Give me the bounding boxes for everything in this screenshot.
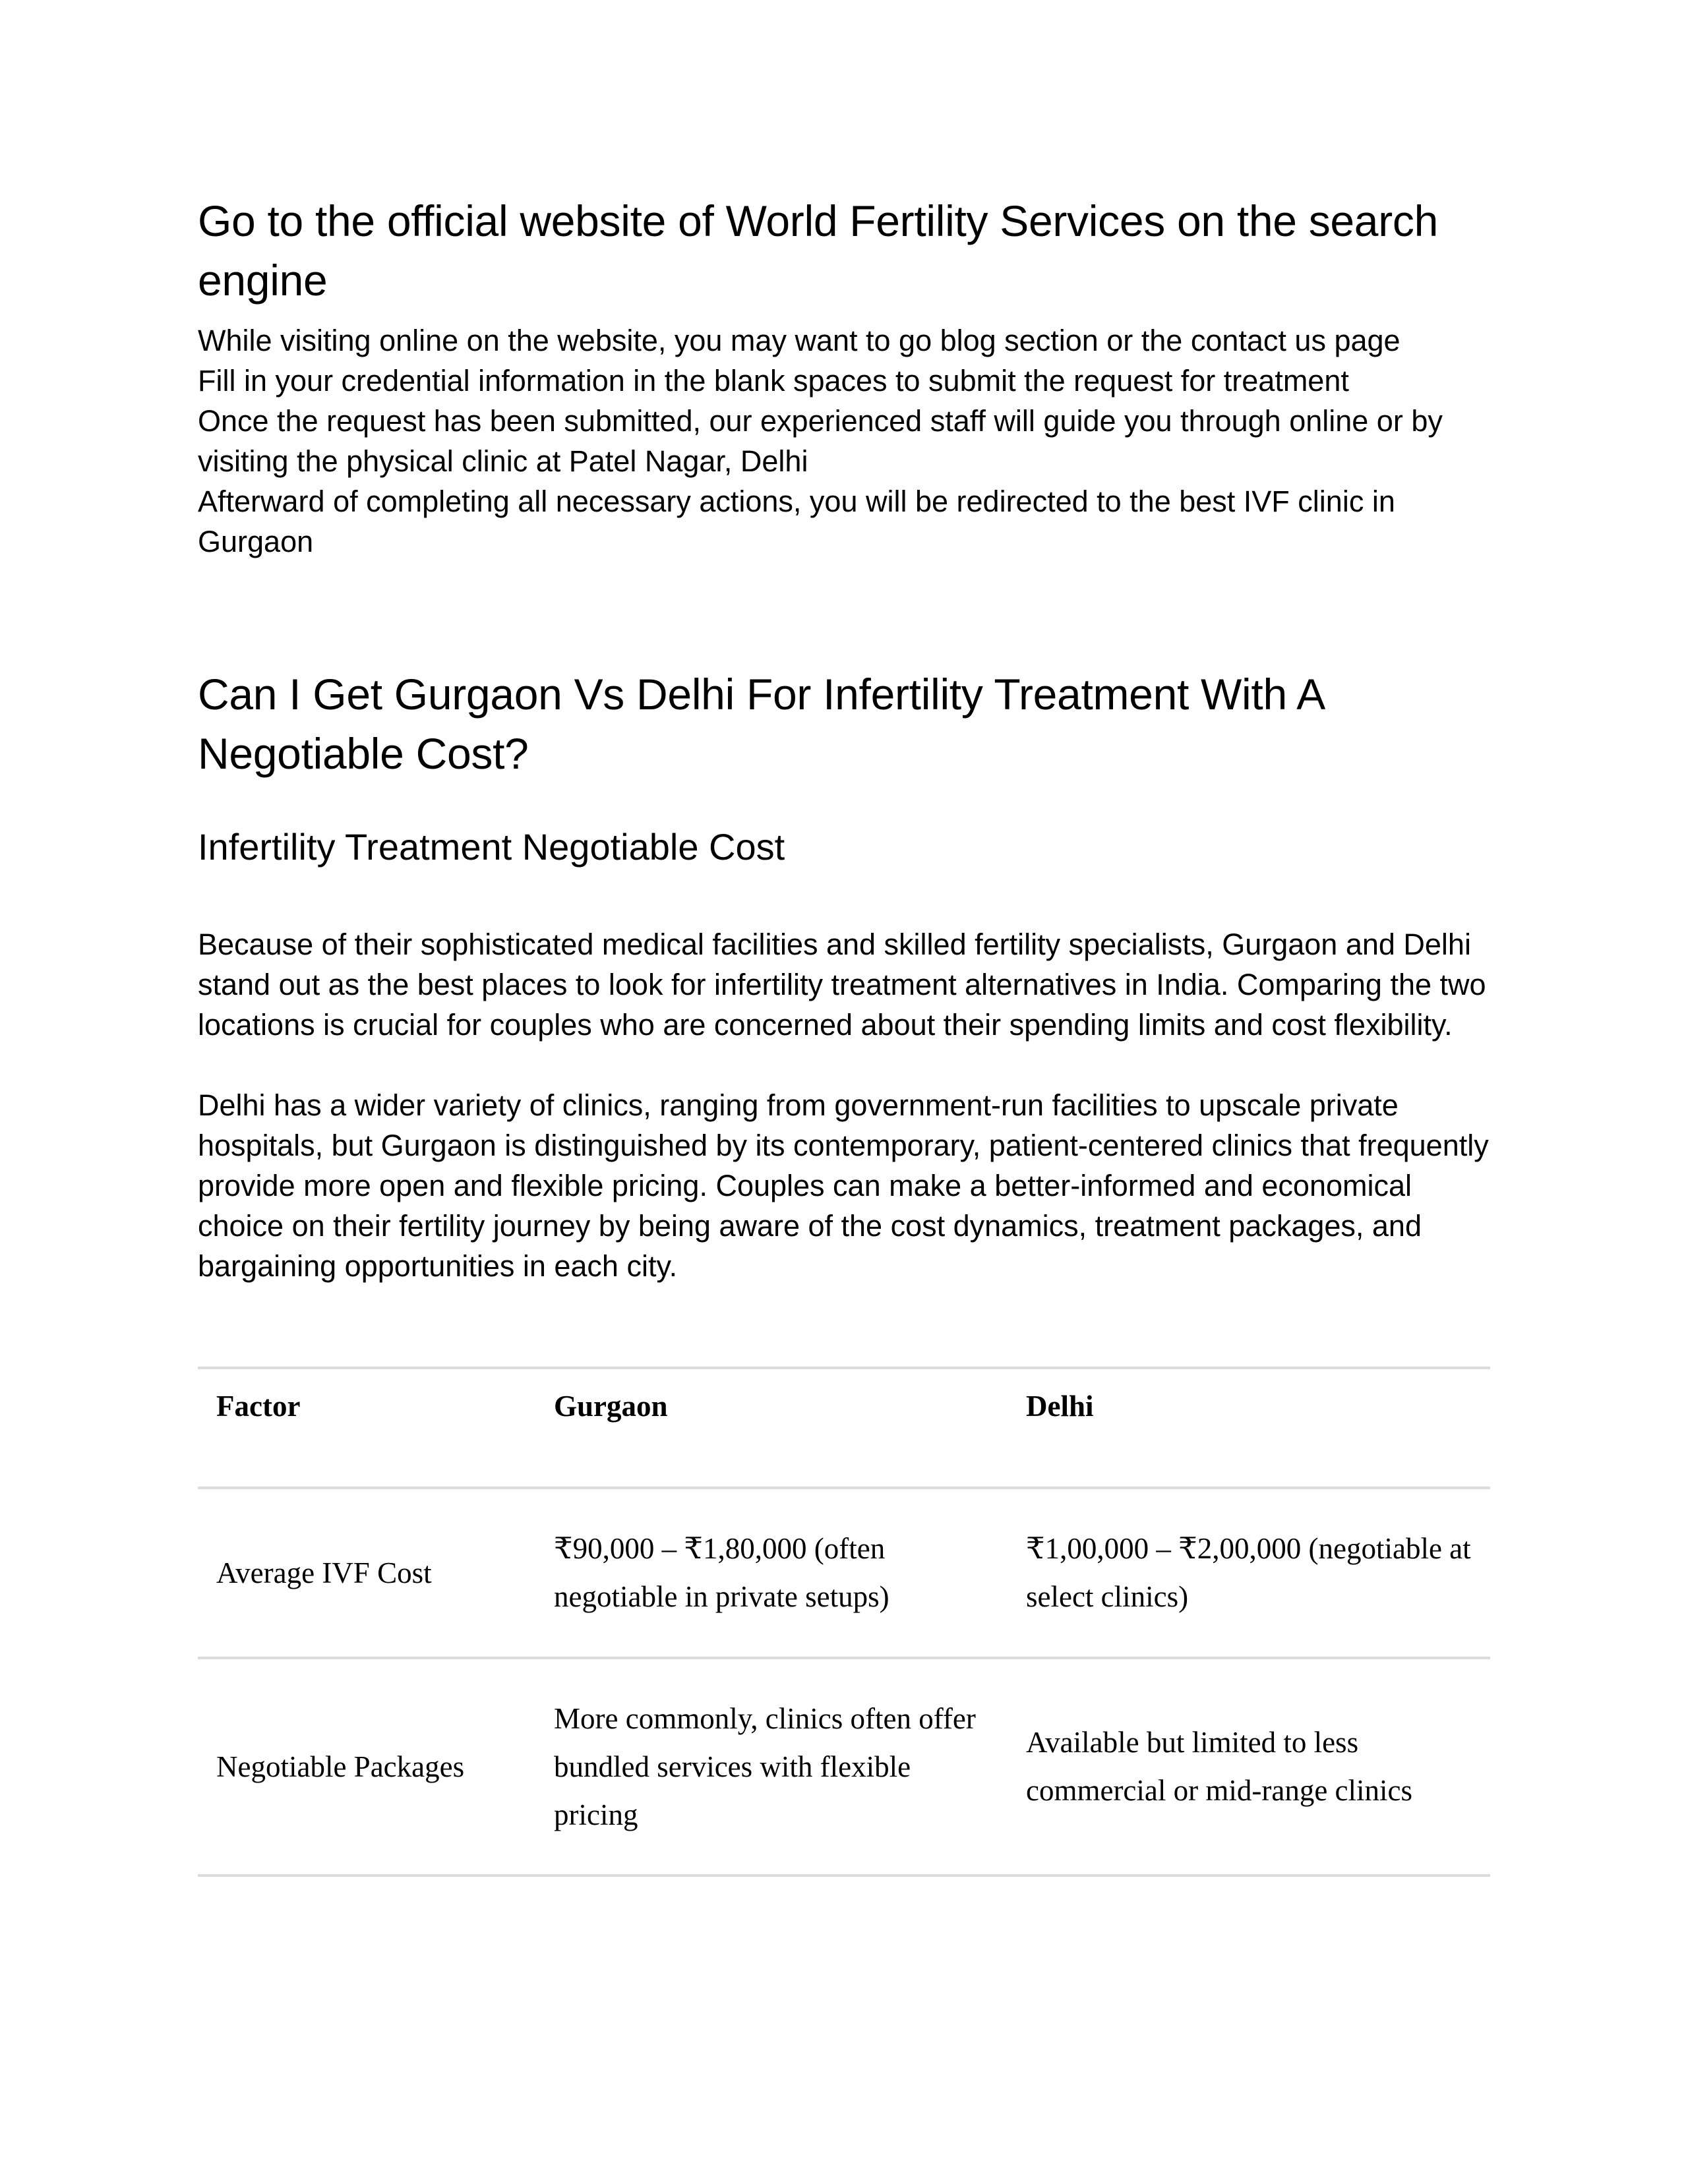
steps-list [198, 320, 1490, 562]
table-cell-factor: Average IVF Cost [198, 1488, 535, 1658]
document-page [198, 191, 1490, 1877]
section-heading-cost-question: Can I Get Gurgaon Vs Delhi For Infertility Treatment With A Negotiable Cost? [198, 670, 1323, 778]
table-row [198, 1658, 1490, 1875]
step-item: Fill in your credential information in the blank spaces to submit the request for treatment [198, 364, 1349, 398]
comparison-table [198, 1367, 1490, 1877]
table-cell-delhi: Available but limited to less commercial or mid-range clinics [1008, 1658, 1490, 1875]
table-cell-gurgaon: More commonly, clinics often offer bundled services with flexible pricing [535, 1658, 1008, 1875]
paragraph-comparison: Delhi has a wider variety of clinics, ranging from government-run facilities to upscale private hospitals, but Gurgaon is distinguished by its contemporary, patient-centered clinics that frequently provide more open and flexible pricing. Couples can make a better-informed and economical choice on their fertility journey by being aware of the cost dynamics, treatment packages, and bargaining opportunities in each city. [198, 1088, 1489, 1283]
table-cell-factor: Negotiable Packages [198, 1658, 535, 1875]
table-cell-gurgaon: ₹90,000 – ₹1,80,000 (often negotiable in private setups) [535, 1488, 1008, 1658]
column-header-gurgaon: Gurgaon [535, 1368, 1008, 1488]
paragraph-intro: Because of their sophisticated medical facilities and skilled fertility specialists, Gurgaon and Delhi stand out as the best places to look for infertility treatment alternatives in India. Comparing the two locations is crucial for couples who are concerned about their spending limits and cost flexibility. [198, 928, 1486, 1042]
step-item: While visiting online on the website, you may want to go blog section or the contact us page [198, 324, 1401, 357]
table-row [198, 1488, 1490, 1658]
column-header-delhi: Delhi [1008, 1368, 1490, 1488]
step-item: Afterward of completing all necessary actions, you will be redirected to the best IVF clinic in Gurgaon [198, 485, 1395, 558]
table-header-row [198, 1368, 1490, 1488]
subheading-negotiable-cost: Infertility Treatment Negotiable Cost [198, 826, 785, 868]
column-header-factor: Factor [198, 1368, 535, 1488]
section-heading-website: Go to the official website of World Fertility Services on the search engine [198, 196, 1439, 305]
step-item: Once the request has been submitted, our experienced staff will guide you through online or by visiting the physical clinic at Patel Nagar, Delhi [198, 404, 1443, 478]
table-cell-delhi: ₹1,00,000 – ₹2,00,000 (negotiable at select clinics) [1008, 1488, 1490, 1658]
